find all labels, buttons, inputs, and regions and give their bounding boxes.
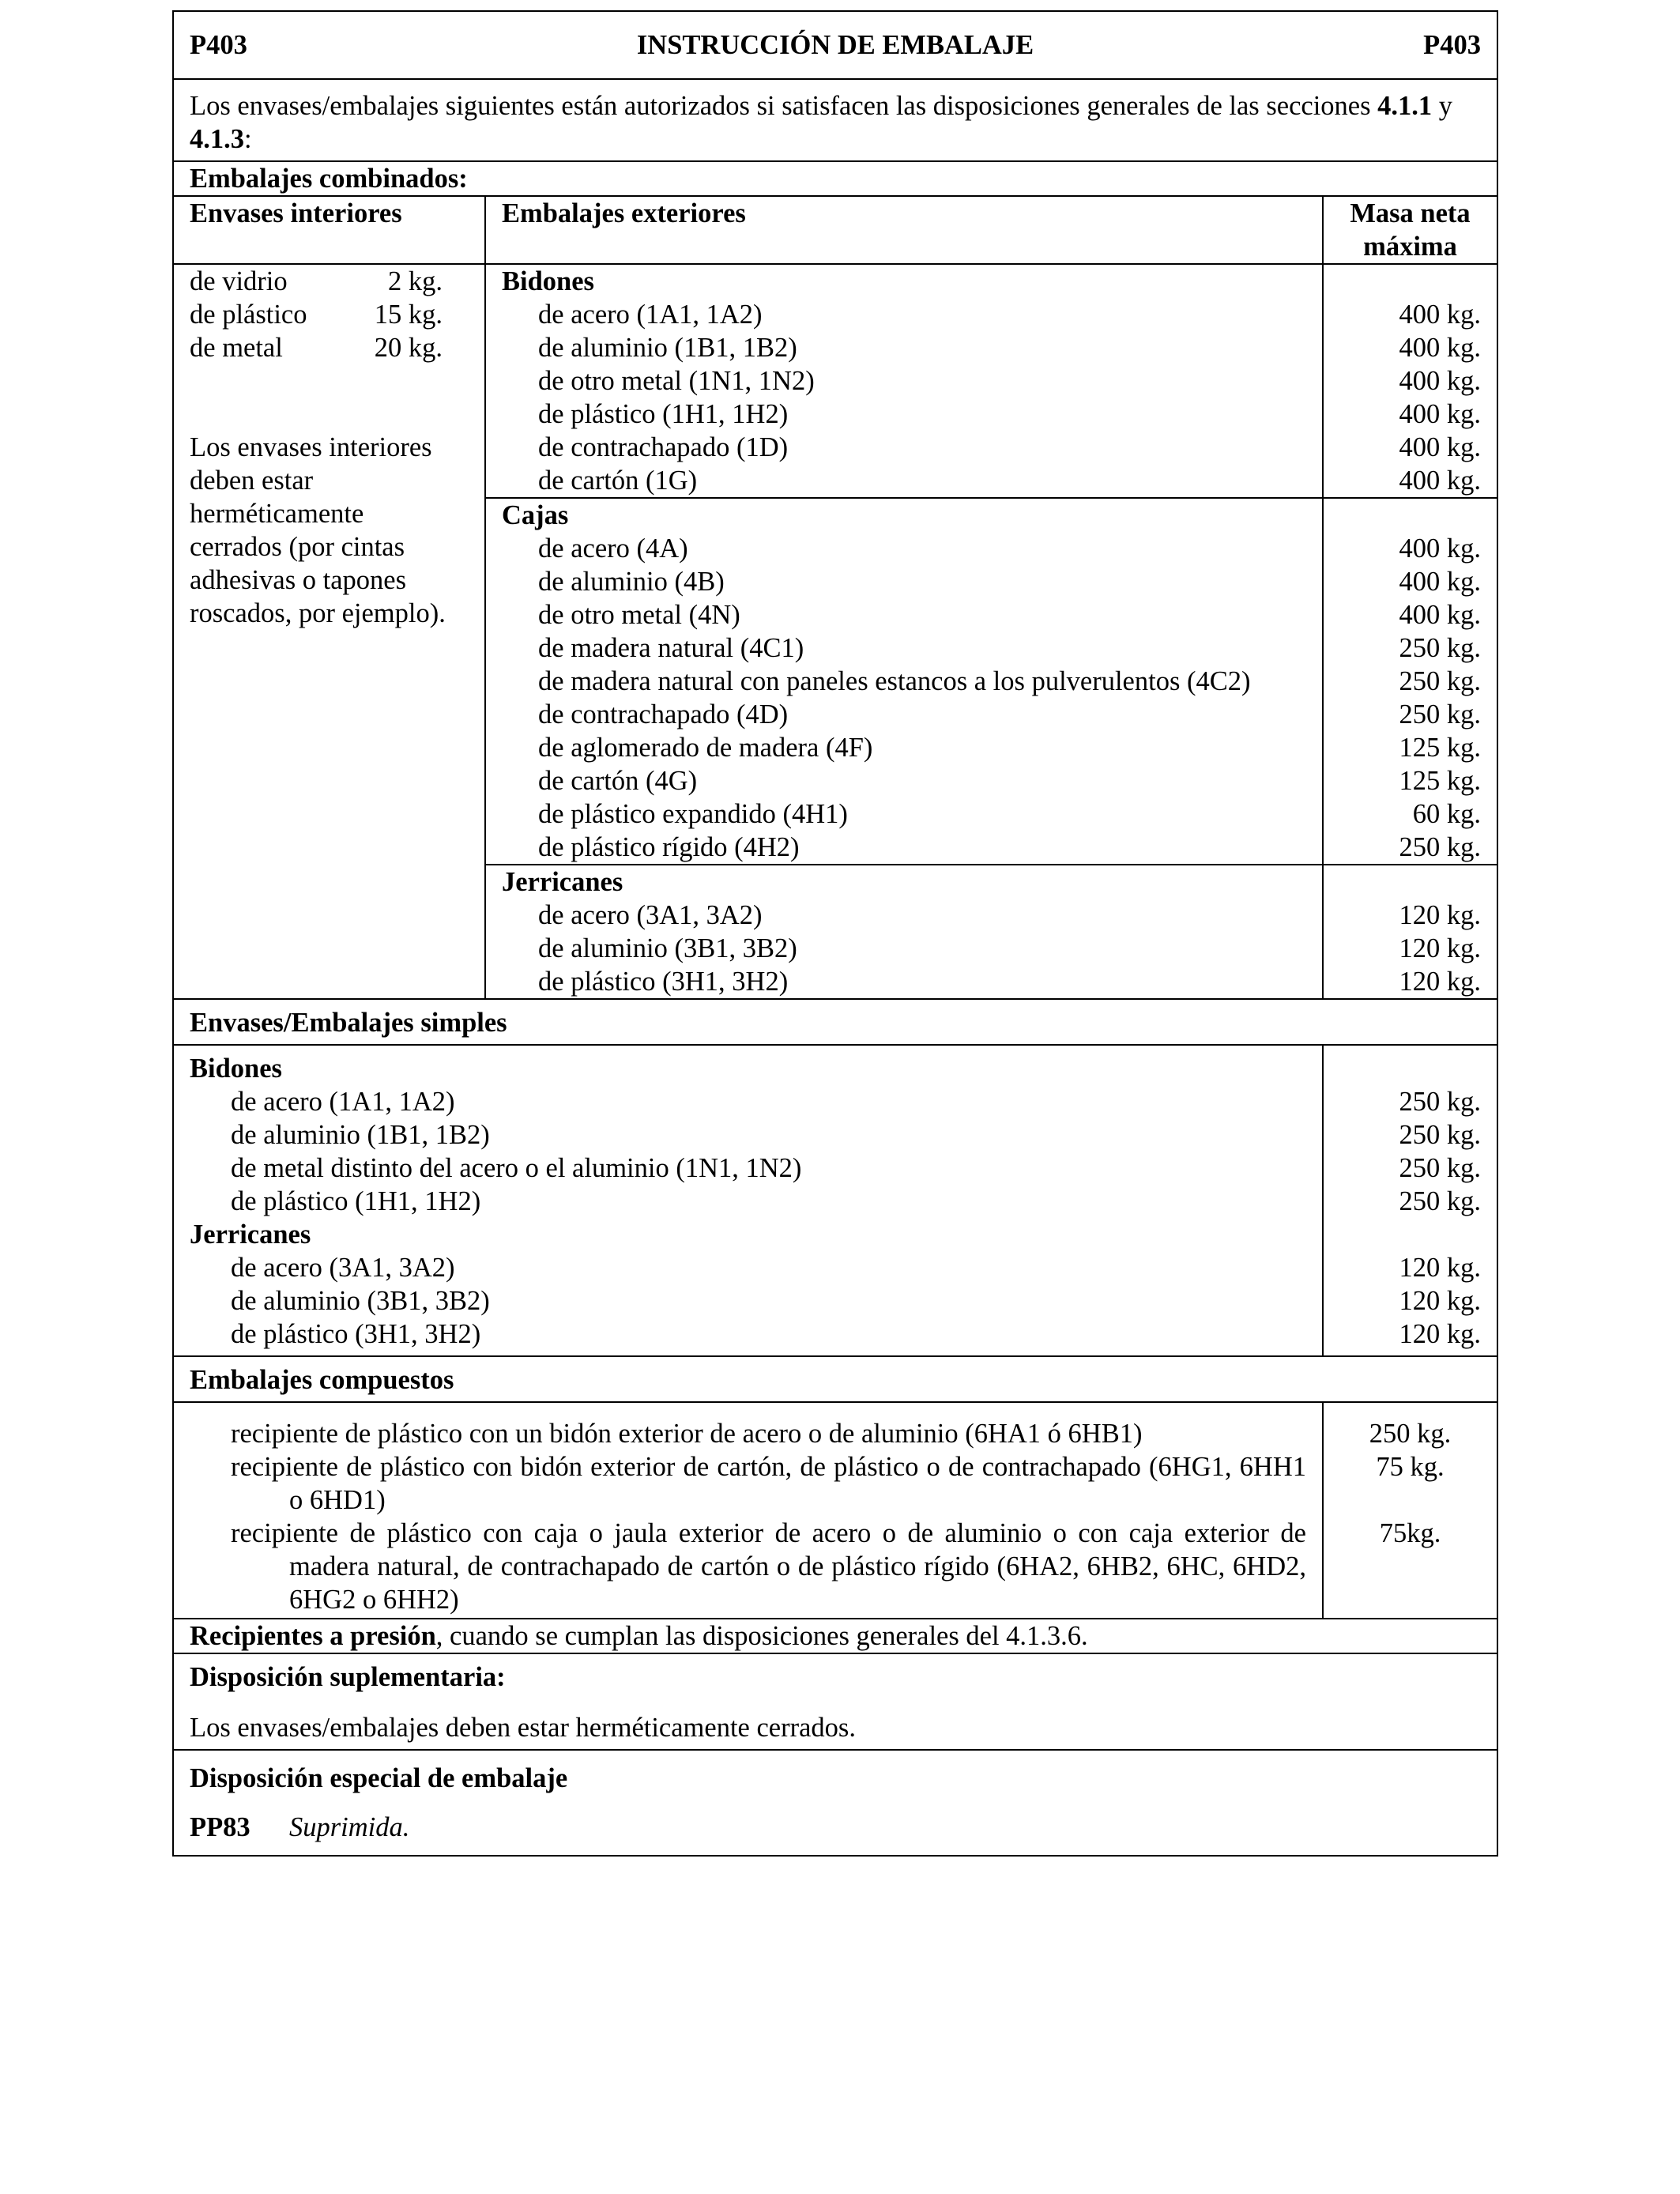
outer-item: de madera natural con paneles estancos a los pulverulentos (4C2) (538, 666, 1251, 696)
instruction-code-right: P403 (1423, 30, 1481, 60)
mass-value: 400 kg. (1399, 567, 1481, 597)
mass-value: 400 kg. (1399, 466, 1481, 496)
outer-item: de otro metal (4N) (538, 600, 740, 630)
group-title: Bidones (502, 266, 594, 296)
mass-value: 400 kg. (1399, 600, 1481, 630)
inner-item: de metal 20 kg. (190, 333, 443, 363)
mass-value: 75kg. (1379, 1518, 1441, 1548)
outer-item: de plástico (3H1, 3H2) (538, 967, 789, 997)
composite-packagings-list (173, 1402, 1323, 1619)
mass-value: 400 kg. (1399, 333, 1481, 363)
outer-group-drums (485, 264, 1323, 498)
inner-packagings-cell (173, 264, 485, 999)
outer-item: de acero (1A1, 1A2) (538, 300, 763, 330)
inner-item: de plástico 15 kg. (190, 300, 443, 330)
outer-item: de contrachapado (4D) (538, 699, 789, 729)
composite-packagings-mass (1323, 1402, 1497, 1619)
outer-item: de contrachapado (1D) (538, 432, 789, 462)
mass-value: 250 kg. (1399, 1186, 1481, 1216)
pressure-receptacles-label: Recipientes a presión (190, 1621, 436, 1651)
provision-text: Suprimida. (289, 1812, 410, 1842)
single-item: de plástico (3H1, 3H2) (231, 1319, 481, 1349)
composite-item: recipiente de plástico con bidón exterior de cartón, de plástico o de contrachapado (6HG1, 6HH1 o 6HD1) (231, 1452, 1306, 1515)
outer-item: de cartón (4G) (538, 766, 698, 796)
single-packagings-mass (1323, 1045, 1497, 1356)
outer-item: de plástico (1H1, 1H2) (538, 399, 789, 429)
single-item: de metal distinto del acero o el aluminio (1N1, 1N2) (231, 1153, 802, 1183)
outer-item: de cartón (1G) (538, 466, 698, 496)
column-header-outer: Embalajes exteriores (485, 196, 1323, 264)
mass-group-boxes (1323, 498, 1497, 865)
inner-packagings-note: Los envases interiores deben estar herméticamente cerrados (por cintas adhesivas o tapones roscados, por ejemplo). (190, 432, 446, 628)
mass-value: 250 kg. (1399, 1120, 1481, 1150)
composite-packagings-heading: Embalajes compuestos (173, 1356, 1497, 1402)
mass-value: 125 kg. (1399, 733, 1481, 763)
single-item: de aluminio (1B1, 1B2) (231, 1120, 490, 1150)
column-header-inner: Envases interiores (173, 196, 485, 264)
outer-item: de aluminio (3B1, 3B2) (538, 933, 797, 963)
mass-value: 250 kg. (1399, 699, 1481, 729)
mass-value: 400 kg. (1399, 366, 1481, 396)
mass-value: 250 kg. (1399, 832, 1481, 862)
single-item: de plástico (1H1, 1H2) (231, 1186, 481, 1216)
outer-item: de aluminio (4B) (538, 567, 725, 597)
section-ref-413: 4.1.3 (190, 124, 244, 154)
mass-value: 125 kg. (1399, 766, 1481, 796)
outer-item: de acero (4A) (538, 533, 688, 564)
single-packagings-heading: Envases/Embalajes simples (173, 999, 1497, 1045)
inner-item: de vidrio 2 kg. (190, 266, 443, 296)
mass-value: 120 kg. (1399, 1286, 1481, 1316)
outer-group-boxes (485, 498, 1323, 865)
outer-item: de otro metal (1N1, 1N2) (538, 366, 815, 396)
outer-item: de acero (3A1, 3A2) (538, 900, 763, 930)
provision-code: PP83 (190, 1812, 250, 1842)
outer-item: de aluminio (1B1, 1B2) (538, 333, 797, 363)
section-ref-411: 4.1.1 (1377, 91, 1433, 121)
mass-value: 250 kg. (1399, 1087, 1481, 1117)
mass-value: 400 kg. (1399, 399, 1481, 429)
mass-group-jerricans (1323, 865, 1497, 999)
outer-group-jerricans (485, 865, 1323, 999)
outer-item: de madera natural (4C1) (538, 633, 804, 663)
header-row (173, 11, 1497, 79)
mass-value: 120 kg. (1399, 1253, 1481, 1283)
mass-value: 250 kg. (1399, 666, 1481, 696)
mass-value: 250 kg. (1399, 1153, 1481, 1183)
group-title: Bidones (190, 1054, 282, 1084)
mass-value: 400 kg. (1399, 432, 1481, 462)
mass-value: 250 kg. (1369, 1419, 1452, 1449)
single-item: de acero (1A1, 1A2) (231, 1087, 455, 1117)
special-provision-heading: Disposición especial de embalaje (190, 1763, 568, 1793)
outer-item: de plástico rígido (4H2) (538, 832, 800, 862)
group-title: Cajas (502, 500, 569, 530)
column-header-mass: Masa neta máxima (1323, 196, 1497, 264)
page-title: INSTRUCCIÓN DE EMBALAJE (636, 30, 1034, 60)
mass-value: 400 kg. (1399, 300, 1481, 330)
mass-value: 400 kg. (1399, 533, 1481, 564)
mass-value: 60 kg. (1412, 799, 1481, 829)
outer-item: de aglomerado de madera (4F) (538, 733, 873, 763)
composite-item: recipiente de plástico con un bidón exterior de acero o de aluminio (6HA1 ó 6HB1) (231, 1419, 1143, 1449)
combined-packagings-heading: Embalajes combinados: (173, 161, 1497, 196)
supplementary-text: Los envases/embalajes deben estar herméticamente cerrados. (190, 1713, 856, 1743)
composite-item: recipiente de plástico con caja o jaula exterior de acero o de aluminio o con caja exterior de madera natural, de contrachapado de cartón o de plástico rígido (6HA2, 6HB2, 6HC, 6HD2, 6HG2 o 6HH2) (231, 1518, 1306, 1615)
mass-value: 250 kg. (1399, 633, 1481, 663)
outer-item: de plástico expandido (4H1) (538, 799, 848, 829)
mass-value: 120 kg. (1399, 933, 1481, 963)
mass-value: 120 kg. (1399, 1319, 1481, 1349)
special-packing-provision (173, 1750, 1497, 1856)
single-packagings-list (173, 1045, 1323, 1356)
group-title: Jerricanes (502, 867, 623, 897)
mass-value: 120 kg. (1399, 967, 1481, 997)
packing-instruction-table (172, 10, 1498, 1857)
single-item: de acero (3A1, 3A2) (231, 1253, 455, 1283)
pressure-receptacles-row: Recipientes a presión, cuando se cumplan las disposiciones generales del 4.1.3.6. (173, 1619, 1497, 1653)
group-title: Jerricanes (190, 1220, 311, 1250)
single-item: de aluminio (3B1, 3B2) (231, 1286, 490, 1316)
supplementary-heading: Disposición suplementaria: (190, 1662, 506, 1692)
mass-group-drums (1323, 264, 1497, 498)
supplementary-provision (173, 1653, 1497, 1750)
mass-value: 75 kg. (1376, 1452, 1445, 1482)
mass-value: 120 kg. (1399, 900, 1481, 930)
intro-paragraph: Los envases/embalajes siguientes están autorizados si satisfacen las disposiciones generales de las secciones 4.1.1 y 4.1.3: (173, 79, 1497, 161)
instruction-code-left: P403 (190, 30, 247, 60)
